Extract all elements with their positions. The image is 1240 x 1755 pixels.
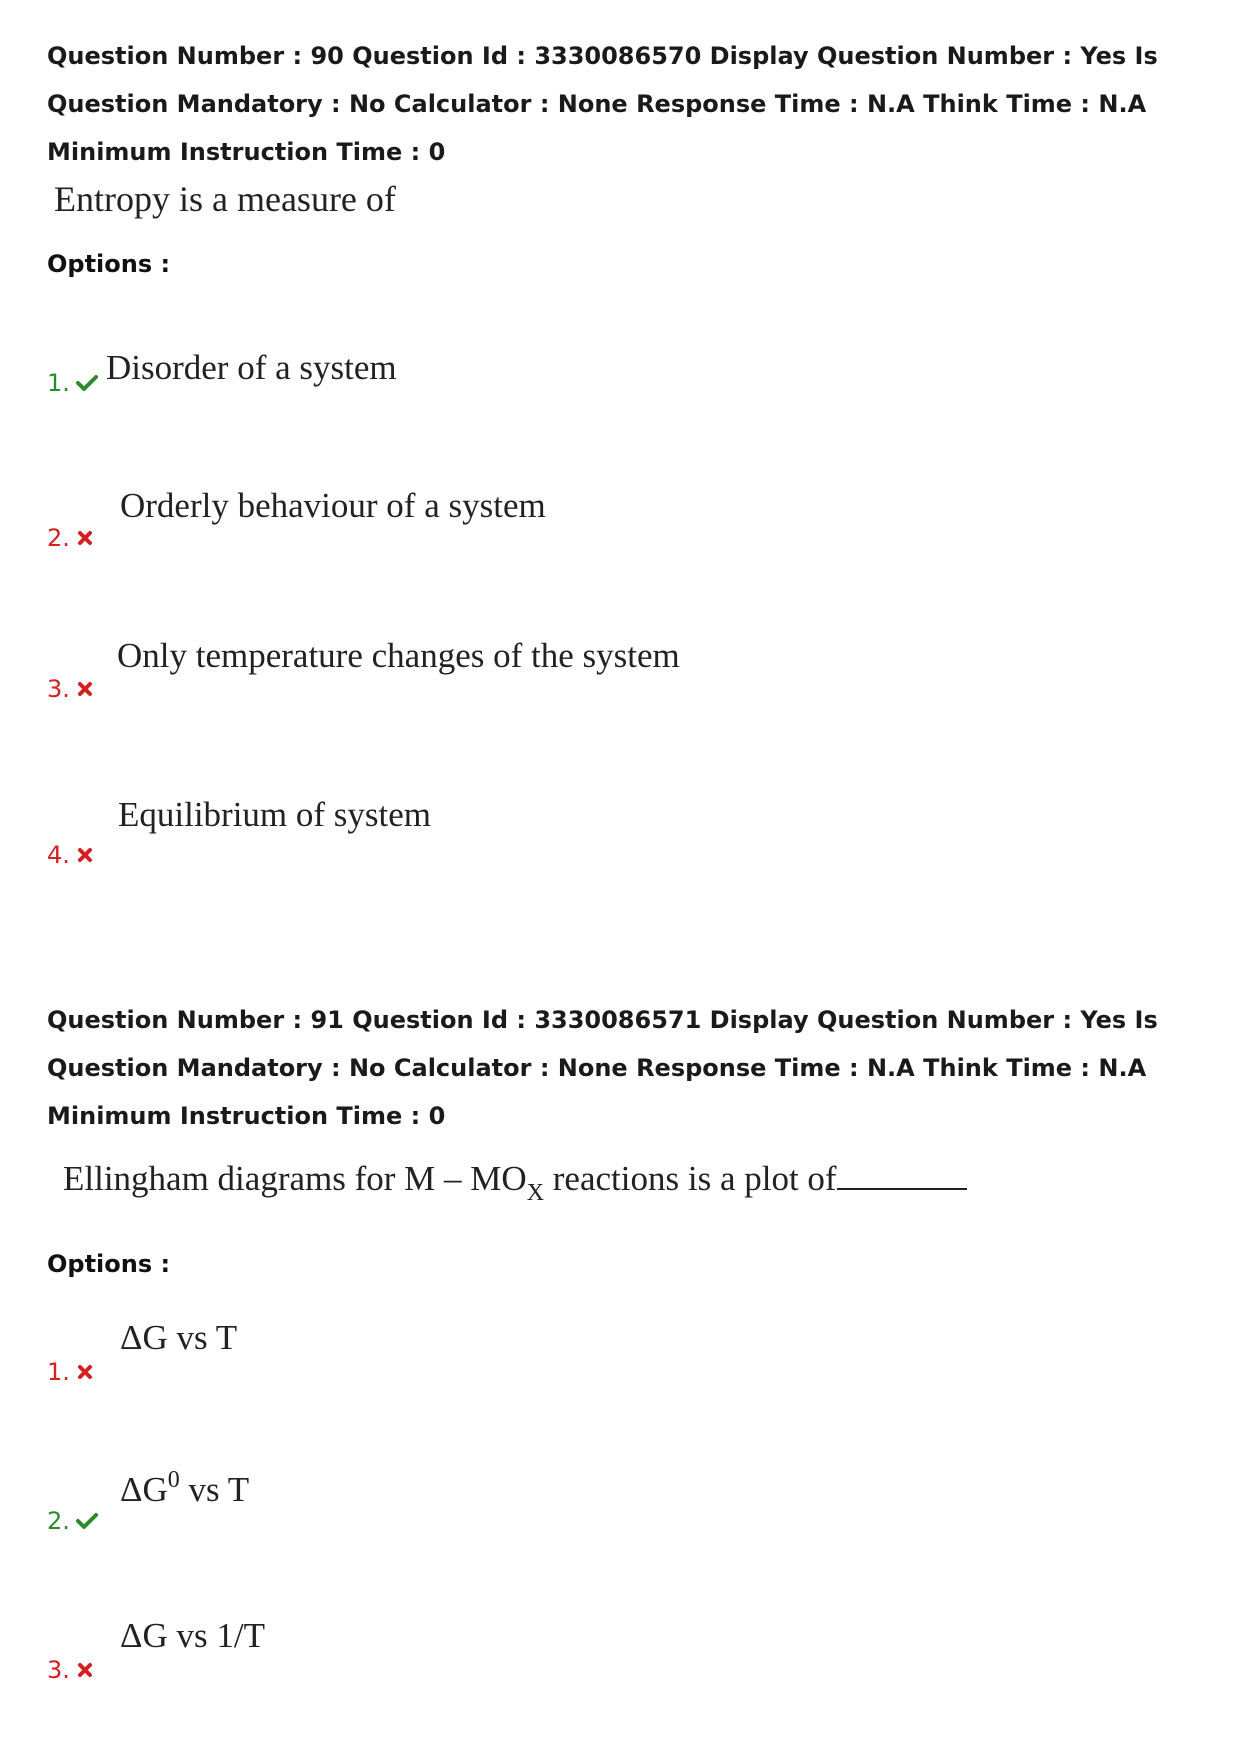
option-text-part: vs 1/T xyxy=(167,1616,266,1655)
option-number: 2. xyxy=(47,524,70,552)
check-icon xyxy=(76,374,98,392)
cross-icon xyxy=(76,1661,94,1679)
option-text-part: ΔG xyxy=(120,1318,168,1357)
option-number: 1. xyxy=(47,369,70,397)
q90-question-text: Entropy is a measure of xyxy=(54,179,396,219)
q91-option-2-text xyxy=(120,1467,250,1510)
option-number: 2. xyxy=(47,1507,70,1535)
option-number: 4. xyxy=(47,841,70,869)
q90-option-3-text: Only temperature changes of the system xyxy=(117,636,680,675)
q91-meta: Question Number : 91 Question Id : 3330086571 Display Question Number : Yes Is Question Mandatory : No Calculator : None Response Time : N.A Think Time : N.A Minimum Instruction Time : 0 xyxy=(47,1006,1158,1130)
answer-blank xyxy=(837,1158,967,1190)
option-text-part: ΔG xyxy=(120,1470,168,1509)
q91-option-3-marker xyxy=(47,1655,94,1684)
q91-option-3-text xyxy=(120,1616,265,1656)
option-superscript: 0 xyxy=(167,1467,180,1493)
q91-question-subscript: X xyxy=(526,1180,545,1206)
q91-option-2-marker xyxy=(47,1506,98,1535)
option-number: 3. xyxy=(47,1656,70,1684)
q90-option-2-text: Orderly behaviour of a system xyxy=(120,486,546,525)
option-text-part: vs T xyxy=(167,1318,238,1357)
cross-icon xyxy=(76,529,94,547)
q91-question-part: Ellingham diagrams for M – MO xyxy=(63,1159,527,1198)
q90-meta: Question Number : 90 Question Id : 3330086570 Display Question Number : Yes Is Question Mandatory : No Calculator : None Response Time : N.A Think Time : N.A Minimum Instruction Time : 0 xyxy=(47,42,1158,166)
q90-option-3-marker xyxy=(47,674,94,703)
q91-question-text xyxy=(63,1158,967,1206)
q90-option-1-marker xyxy=(47,368,98,397)
cross-icon xyxy=(76,680,94,698)
q91-question-part: reactions is a plot of xyxy=(544,1159,837,1198)
option-text-part: ΔG xyxy=(120,1616,168,1655)
q90-option-1-text: Disorder of a system xyxy=(106,348,397,387)
q90-options-label: Options : xyxy=(47,250,171,278)
q91-options-label: Options : xyxy=(47,1250,171,1278)
q90-option-4-text: Equilibrium of system xyxy=(118,795,432,834)
option-number: 1. xyxy=(47,1358,70,1386)
q91-option-1-text xyxy=(120,1318,237,1358)
q90-option-2-marker xyxy=(47,523,94,552)
q90-option-4-marker xyxy=(47,840,94,869)
q91-option-1-marker xyxy=(47,1357,94,1386)
option-text-part: vs T xyxy=(179,1470,250,1509)
cross-icon xyxy=(76,1363,94,1381)
cross-icon xyxy=(76,846,94,864)
check-icon xyxy=(76,1512,98,1530)
option-number: 3. xyxy=(47,675,70,703)
